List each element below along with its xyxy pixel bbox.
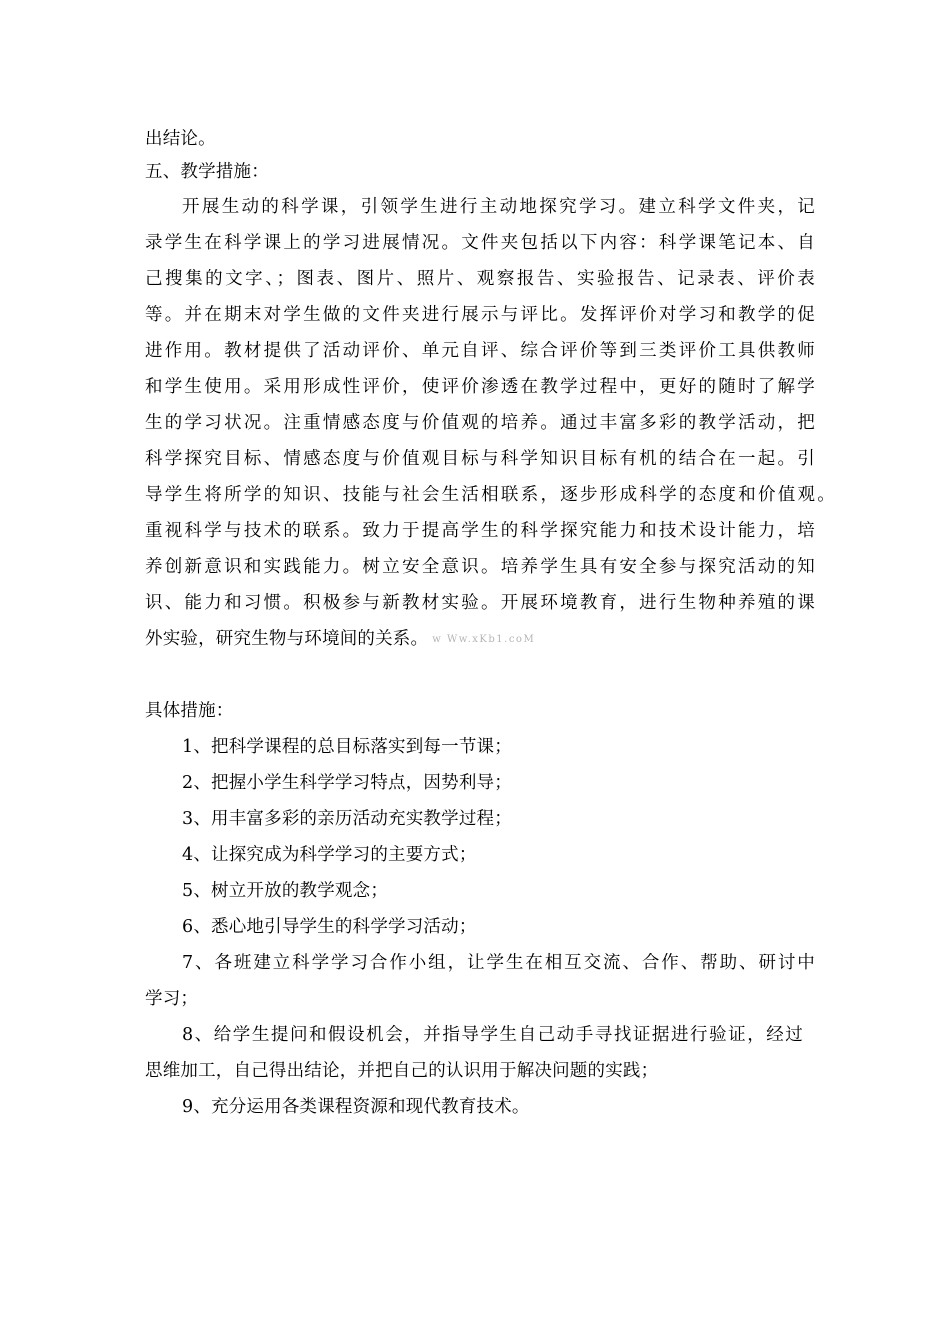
paragraph-line: 和学生使用。采用形成性评价，使评价渗透在教学过程中，更好的随时了解学 [145,377,815,397]
list-item: 6、悉心地引导学生的科学学习活动； [182,917,477,937]
list-item: 2、把握小学生科学学习特点，因势利导； [182,773,512,793]
paragraph-line: 养创新意识和实践能力。树立安全意识。培养学生具有安全参与探究活动的知 [145,557,815,577]
continuation-line: 出结论。 [145,129,216,149]
paragraph-line: 重视科学与技术的联系。致力于提高学生的科学探究能力和技术设计能力，培 [145,521,815,541]
paragraph-line: 科学探究目标、情感态度与价值观目标与科学知识目标有机的结合在一起。引 [145,449,815,469]
paragraph-line: 录学生在科学课上的学习进展情况。文件夹包括以下内容：科学课笔记本、自 [145,233,815,253]
list-item: 8、给学生提问和假设机会，并指导学生自己动手寻找证据进行验证，经过 [182,1025,803,1045]
list-item: 5、树立开放的教学观念； [182,881,389,901]
paragraph-line: 开展生动的科学课，引领学生进行主动地探究学习。建立科学文件夹，记 [182,197,815,217]
list-item: 1、把科学课程的总目标落实到每一节课； [182,737,512,757]
list-item-continuation: 学习； [145,989,199,1009]
paragraph-line: 识、能力和习惯。积极参与新教材实验。开展环境教育，进行生物种养殖的课 [145,593,815,613]
list-item: 3、用丰富多彩的亲历活动充实教学过程； [182,809,512,829]
measures-heading: 具体措施： [145,701,234,721]
watermark-text: w Ww.xKb1.coM [432,633,536,645]
paragraph-line: 导学生将所学的知识、技能与社会生活相联系，逐步形成科学的态度和价值观。 [145,485,835,505]
list-item: 9、充分运用各类课程资源和现代教育技术。 [182,1097,530,1117]
list-item: 7、各班建立科学学习合作小组，让学生在相互交流、合作、帮助、研讨中 [182,953,815,973]
paragraph-last-line [145,627,815,652]
list-item-continuation: 思维加工，自己得出结论，并把自己的认识用于解决问题的实践； [145,1061,659,1081]
paragraph-line: 等。并在期末对学生做的文件夹进行展示与评比。发挥评价对学习和教学的促 [145,305,815,325]
paragraph-line: 外实验，研究生物与环境间的关系。 [145,629,429,649]
section-heading: 五、教学措施： [145,162,269,182]
list-item: 4、让探究成为科学学习的主要方式； [182,845,477,865]
paragraph-line: 进作用。教材提供了活动评价、单元自评、综合评价等到三类评价工具供教师 [145,341,815,361]
paragraph-line: 己搜集的文字、；图表、图片、照片、观察报告、实验报告、记录表、评价表 [145,269,815,289]
paragraph-line: 生的学习状况。注重情感态度与价值观的培养。通过丰富多彩的教学活动，把 [145,413,815,433]
